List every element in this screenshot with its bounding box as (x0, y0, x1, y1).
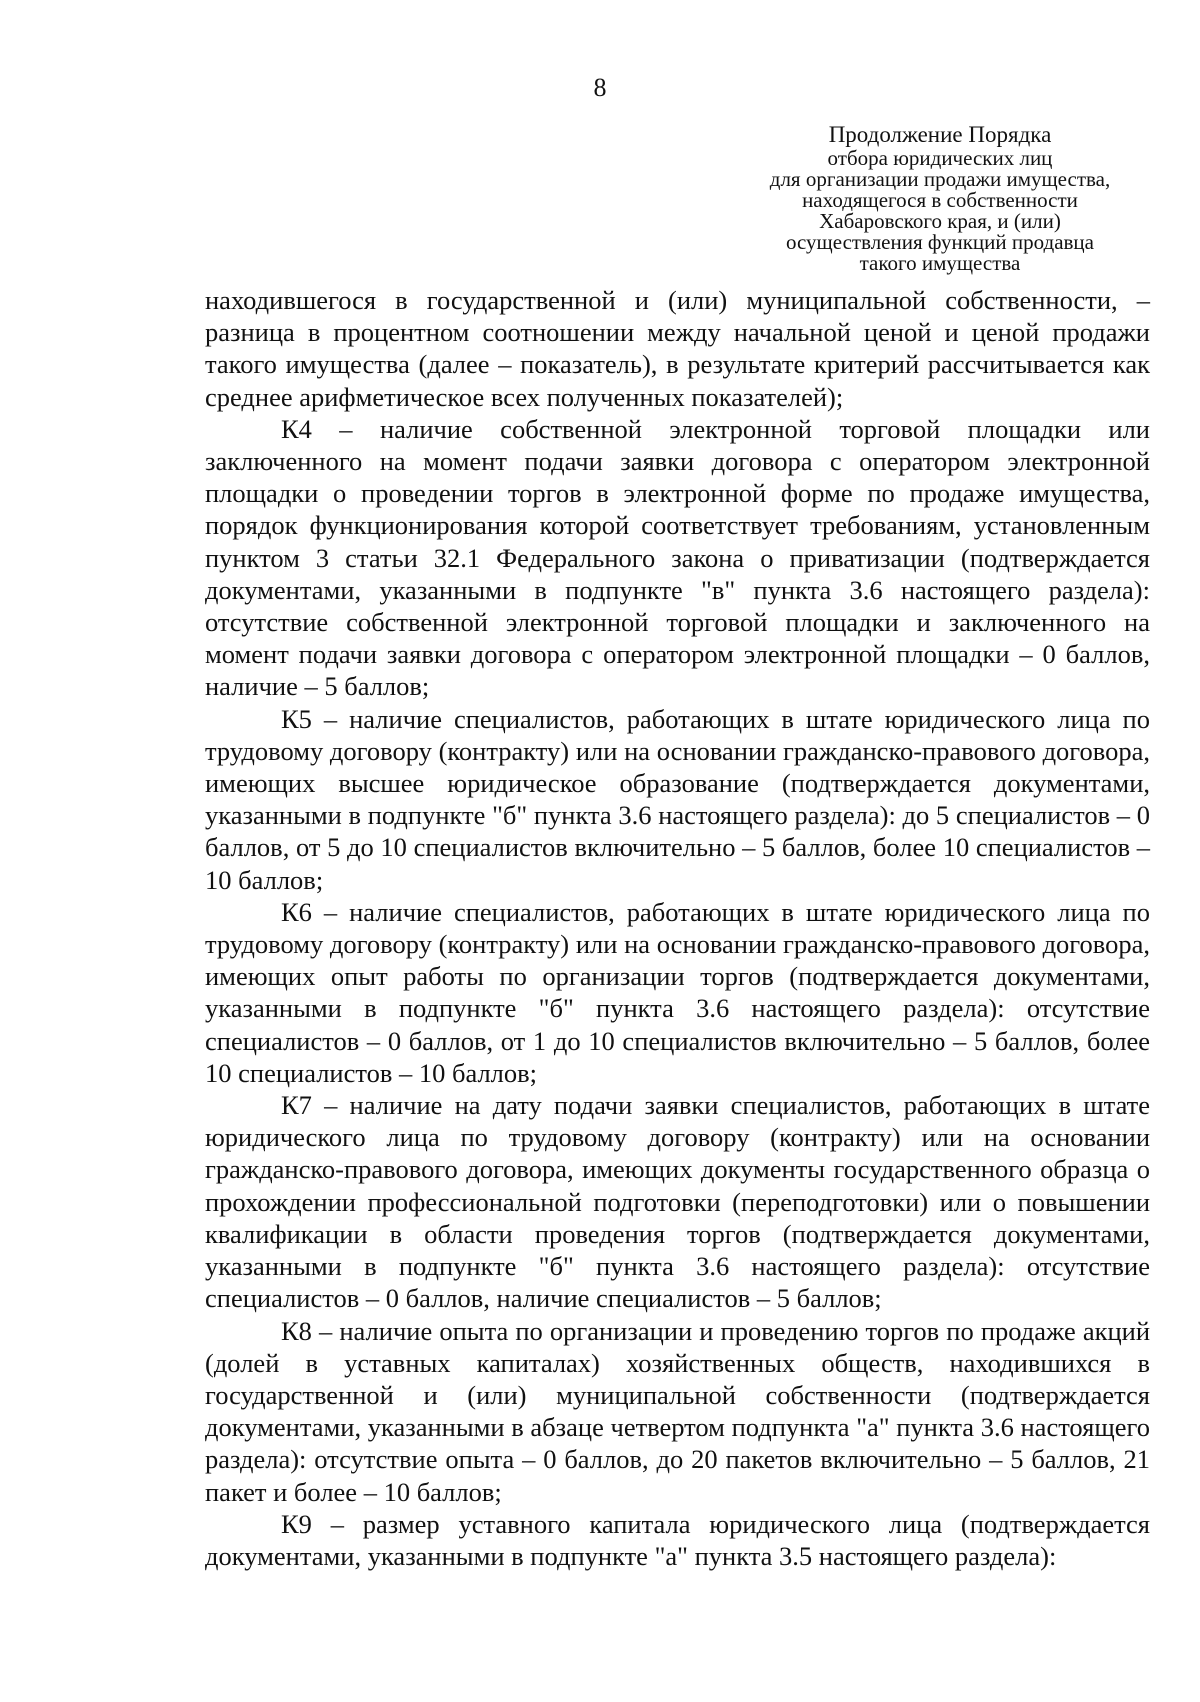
header-line: для организации продажи имущества, (769, 167, 1111, 191)
header-line: такого имущества (859, 251, 1021, 275)
header-title: Продолжение Порядка (828, 122, 1052, 147)
header-line: Хабаровского края, и (или) (819, 209, 1061, 233)
document-body (205, 284, 1150, 1572)
paragraph-k8: К8 – наличие опыта по организации и проведению торгов по продаже акций (долей в уставных капиталах) хозяйственных обществ, находившихся в государственной и (или) муниципальной собственности (подтверждается документами, указанными в абзаце четвертом подпункта "а" пункта 3.6 настоящего раздела): отсутствие опыта – 0 баллов, до 20 пакетов включительно – 5 баллов, 21 пакет и более – 10 баллов; (205, 1315, 1150, 1507)
paragraph-k9: К9 – размер уставного капитала юридического лица (подтверждается документами, указанными в подпункте "а" пункта 3.5 настоящего раздела): (205, 1508, 1150, 1571)
header-line: отбора юридических лиц (827, 146, 1053, 170)
paragraph-k4: К4 – наличие собственной электронной торговой площадки или заключенного на момент подачи заявки договора с оператором электронной площадки о проведении торгов в электронной форме по продаже имущества, порядок функционирования которой соответствует требованиям, установленным пунктом 3 статьи 32.1 Федерального закона о приватизации (подтверждается документами, указанными в подпункте "в" пункта 3.6 настоящего раздела): отсутствие собственной электронной торговой площадки и заключенного на момент подачи заявки договора с оператором электронной площадки – 0 баллов, наличие – 5 баллов; (205, 413, 1150, 702)
paragraph-continuation: находившегося в государственной и (или) муниципальной собственности, – разница в процентном соотношении между начальной ценой и ценой продажи такого имущества (далее – показатель), в результате критерий рассчитывается как среднее арифметическое всех полученных показателей); (205, 285, 1150, 412)
paragraph-k7: К7 – наличие на дату подачи заявки специалистов, работающих в штате юридического лица по трудовому договору (контракту) или на основании гражданско-правового договора, имеющих документы государственного образца о прохождении профессиональной подготовки (переподготовки) или о повышении квалификации в области проведения торгов (подтверждается документами, указанными в подпункте "б" пункта 3.6 настоящего раздела): отсутствие специалистов – 0 баллов, наличие специалистов – 5 баллов; (205, 1090, 1150, 1314)
header-line: находящегося в собственности (802, 188, 1078, 212)
paragraph-k6: К6 – наличие специалистов, работающих в штате юридического лица по трудовому договору (контракту) или на основании гражданско-правового договора, имеющих опыт работы по организации торгов (подтверждается документами, указанными в подпункте "б" пункта 3.6 настоящего раздела): отсутствие специалистов – 0 баллов, от 1 до 10 специалистов включительно – 5 баллов, более 10 специалистов – 10 баллов; (205, 896, 1150, 1088)
page-number: 8 (593, 73, 607, 102)
paragraph-k5: К5 – наличие специалистов, работающих в штате юридического лица по трудовому договору (контракту) или на основании гражданско-правового договора, имеющих высшее юридическое образование (подтверждается документами, указанными в подпункте "б" пункта 3.6 настоящего раздела): до 5 специалистов – 0 баллов, от 5 до 10 специалистов включительно – 5 баллов, более 10 специалистов – 10 баллов; (205, 703, 1150, 895)
document-header (740, 122, 1140, 274)
header-line: осуществления функций продавца (785, 230, 1094, 254)
